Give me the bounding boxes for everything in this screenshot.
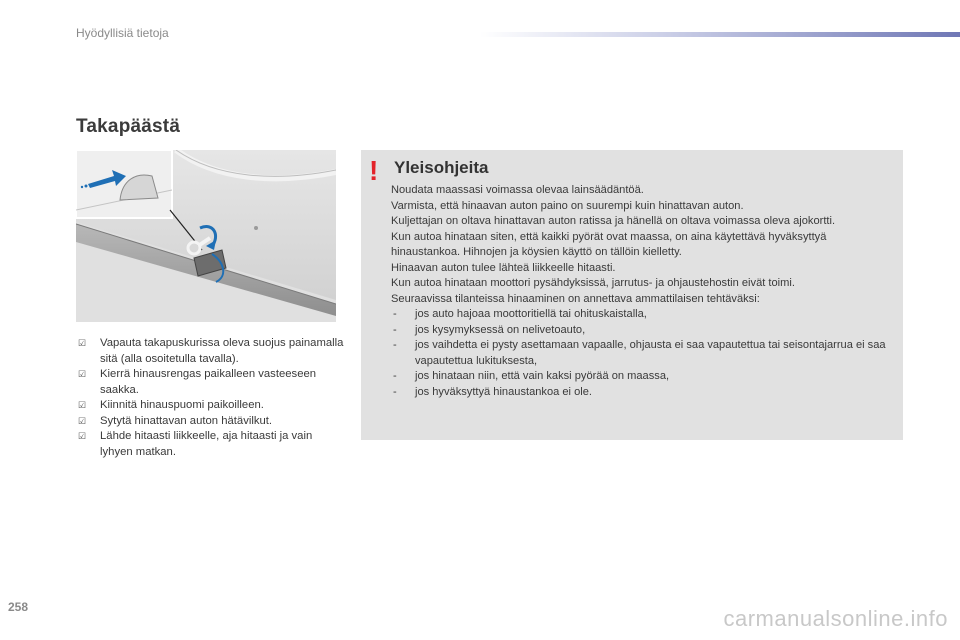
paragraph: Seuraavissa tilanteissa hinaaminen on annettava ammattilaisen tehtäväksi:	[391, 292, 760, 305]
watermark: carmanualsonline.info	[723, 606, 948, 631]
checkbox-arrow-icon: ☑	[78, 431, 87, 441]
paragraph: Hinaavan auton tulee lähteä liikkeelle hitaasti.	[391, 261, 616, 274]
list-item: - jos hinataan niin, että vain kaksi pyörää on maassa,	[393, 370, 670, 382]
list-item: ☑ Lähde hitaasti liikkeelle, aja hitaasti ja vain lyhyen matkan.	[78, 430, 313, 458]
list-item: - jos vaihdetta ei pysty asettamaan vapaalle, ohjausta ei saa vapautettua tai seisontajarrua ei saa vapautettua lukituksesta,	[393, 339, 886, 367]
checkbox-arrow-icon: ☑	[78, 369, 87, 379]
paragraph: Kun autoa hinataan siten, että kaikki pyörät ovat maassa, on aina käytettävä hyväksyttyä hinaustankoa. Hihnojen ja köysien käyttö on tällöin kielletty.	[391, 230, 827, 258]
paragraph: Kuljettajan on oltava hinattavan auton ratissa ja hänellä on oltava voimassa oleva ajokortti.	[391, 215, 836, 227]
running-header: Hyödyllisiä tietoja	[76, 26, 169, 40]
checkbox-arrow-icon: ☑	[78, 338, 87, 348]
checkbox-arrow-icon: ☑	[78, 400, 87, 410]
list-item: - jos kysymyksessä on nelivetoauto,	[393, 323, 586, 336]
info-box-body	[391, 183, 896, 400]
page-number: 258	[8, 600, 29, 614]
instruction-steps	[76, 336, 346, 460]
checkbox-arrow-icon: ☑	[78, 415, 87, 426]
header-gradient-bar	[480, 32, 960, 37]
paragraph: Kun autoa hinataan moottori pysähdyksissä, jarrutus- ja ohjaustehostin eivät toimi.	[391, 277, 795, 289]
list-item: ☑ Vapauta takapuskurissa oleva suojus painamalla sitä (alla osoitetulla tavalla).	[78, 337, 344, 365]
rear-bumper-illustration	[76, 150, 336, 322]
list-item: - jos hyväksyttyä hinaustankoa ei ole.	[393, 385, 592, 398]
general-guidelines-box	[361, 150, 903, 440]
section-title: Takapäästä	[76, 116, 181, 137]
list-item: ☑ Kierrä hinausrengas paikalleen vasteeseen saakka.	[78, 368, 317, 396]
paragraph: Varmista, että hinaavan auton paino on suurempi kuin hinattavan auton.	[391, 199, 744, 212]
list-item: ☑ Kiinnitä hinauspuomi paikoilleen.	[76, 398, 346, 414]
list-item: ☑ Sytytä hinattavan auton hätävilkut.	[76, 414, 346, 430]
paragraph: Noudata maassasi voimassa olevaa lainsäädäntöä.	[391, 184, 644, 196]
warning-icon: !	[369, 155, 379, 186]
list-item: - jos auto hajoaa moottoritiellä tai ohituskaistalla,	[393, 308, 647, 320]
dash-list	[391, 307, 896, 400]
info-box-title: Yleisohjeita	[394, 158, 489, 177]
